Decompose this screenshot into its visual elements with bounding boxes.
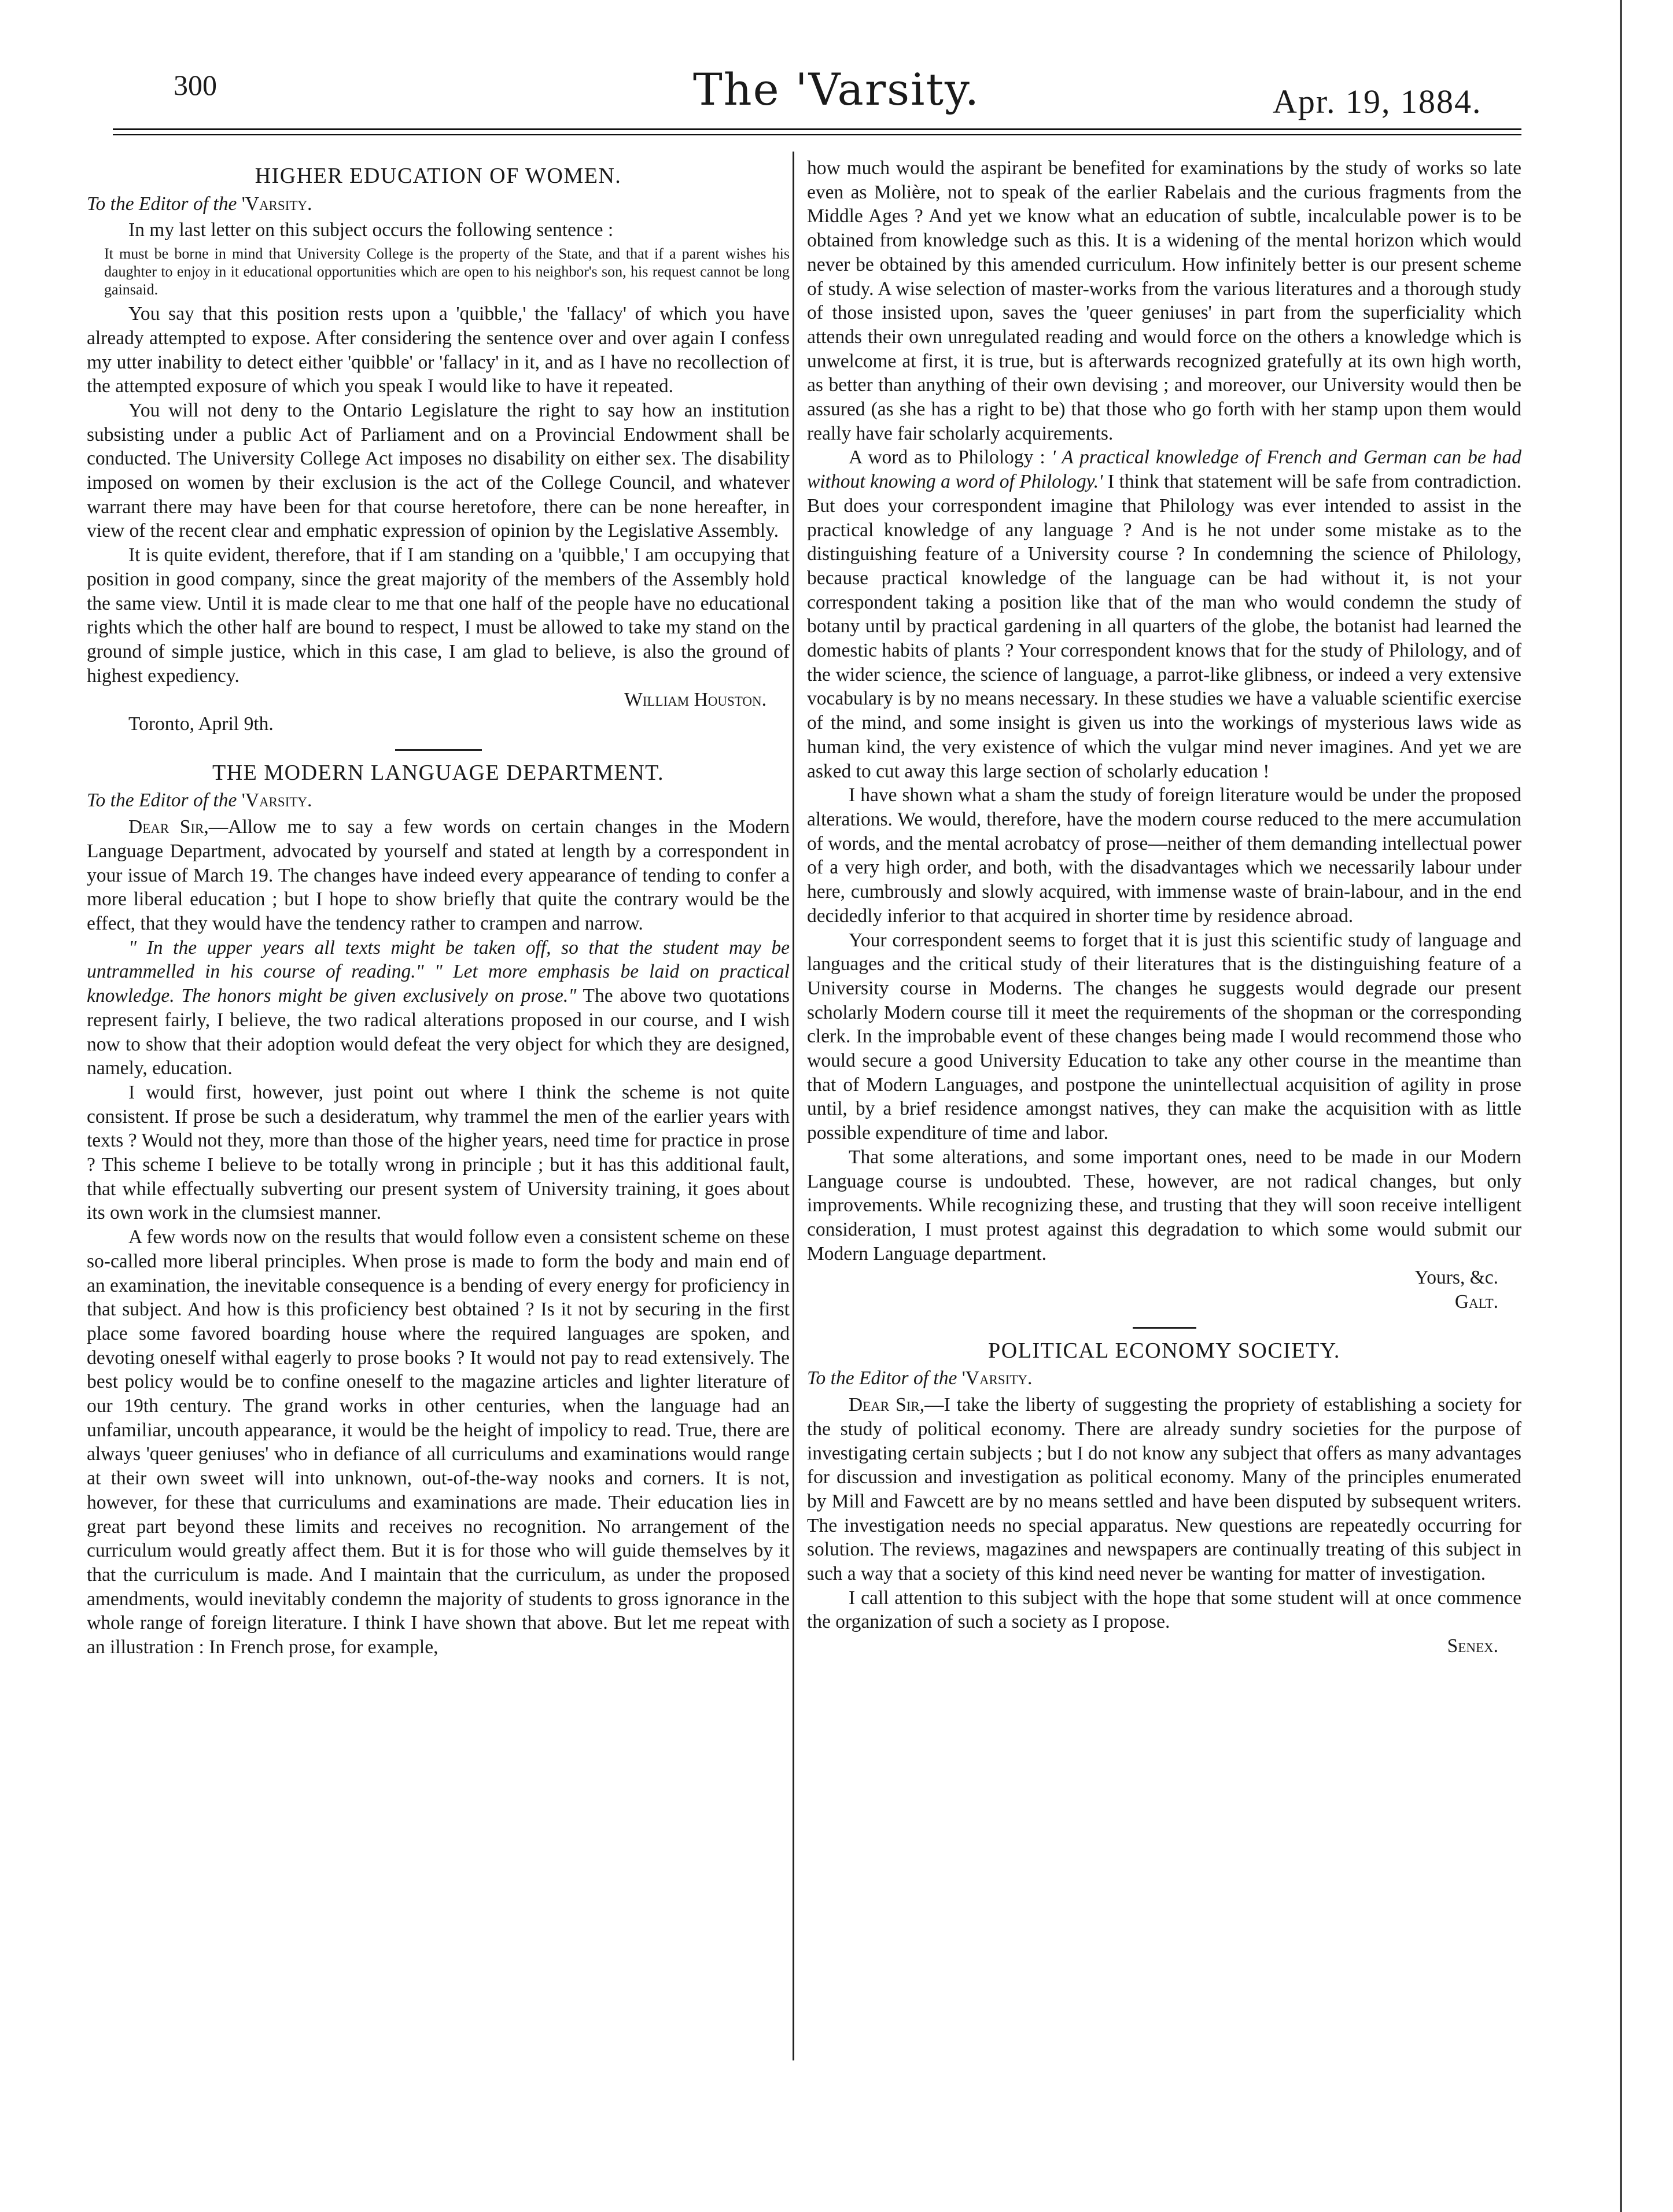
salutation: To the Editor of the 'Varsity. bbox=[87, 193, 312, 215]
paragraph: You say that this position rests upon a 'quibble,' the 'fallacy' of which you have already attempted to expose. After considering the sentence over and over again I confess my utter inability to detect either 'quibble' or 'fallacy' in it, and as I have no recollection of the attempted exposure of which you speak I would like to have it repeated. bbox=[87, 303, 790, 397]
separator bbox=[395, 749, 482, 751]
paragraph: Your correspondent seems to forget that it is just this scientific study of language and languages and the critical study of their literatures that is the distinguishing feature of a University course in Moderns. The changes he suggests would degrade our present scholarly Modern course till it meet the requirements of the shopman or the corresponding clerk. In the improbable event of these changes being made I would recommend those who would secure a good University Education to take any other course in the meantime than that of Modern Languages, and postpone the unintellectual acquisition of agility in prose until, by a brief residence amongst natives, they can make the acquisition with as little possible expenditure of time and labor. bbox=[807, 929, 1521, 1144]
paragraph: Dear Sir,—Allow me to say a few words on certain changes in the Modern Language Department, advocated by yourself and stated at length by a correspondent in your issue of March 19. The changes have indeed every appearance of tending to confer a more liberal education ; but I hope to show briefly that quite the contrary would be the effect, that they would have the tendency rather to crampen and narrow. bbox=[87, 816, 790, 934]
column-divider bbox=[793, 152, 794, 2060]
paragraph: Dear Sir,—I take the liberty of suggesting the propriety of establishing a society for the study of political economy. There are already sundry societies for the purpose of investigating certain subjects ; but I do not know any subject that offers as many advantages for discussion and investigation as political economy. Many of the principles enumerated by Mill and Fawcett are by no means settled and have been disputed by subsequent writers. The investigation needs no special apparatus. New questions are repeatedly occurring for solution. The reviews, magazines and newspapers are continually treating of this subject in such a way that a society of this kind need never be wanting for matter of investigation. bbox=[807, 1394, 1522, 1585]
paragraph: I call attention to this subject with the hope that some student will at once commence the organization of such a society as I propose. bbox=[807, 1587, 1521, 1633]
paragraph: That some alterations, and some important ones, need to be made in our Modern Language course is undoubted. These, however, are not radical changes, but only improvements. While recognizing these, and trusting that they will soon receive intelligent consideration, I must protest against this degradation to which some would submit our Modern Language department. bbox=[807, 1146, 1521, 1264]
paragraph: I have shown what a sham the study of foreign literature would be under the proposed alterations. We would, therefore, have the modern course reduced to the mere accumulation of words, and the mental acrobatcy of prose—neither of them demanding intellectual power of a very high order, and both, with the disadvantages which we necessarily labour under here, cumbrously and slowly acquired, with immense waste of brain-labour, and in the end decidedly inferior to that acquired in shorter time by residence abroad. bbox=[807, 784, 1521, 927]
paragraph: A word as to Philology : ' A practical knowledge of French and German can be had without knowing a word of Philology.' I think that statement will be safe from contradiction. But does your correspondent imagine that Philology was ever intended to assist in the practical knowledge of any language ? And is he not under some mistake as to the distinguishing feature of a University course ? In condemning the science of Philology, because practical knowledge of the language can be had without it, is not your correspondent taking a position like that of the man who would condemn the study of botany until by practical gardening in all quarters of the globe, the botanist had learned the domestic habits of plants ? Your correspondent knows that for the study of Philology, and of the wider science, the science of language, a parrot-like glibness, or indeed a very extensive vocabulary is by no means necessary. In these studies we have a valuable scientific exercise of the mind, and some insight is given us into the workings of mysterious laws wide as human kind, the very existence of which the vulgar mind never imagines. And yet we are asked to cut away this large section of scholarly education ! bbox=[807, 447, 1521, 782]
article-title-higher-education: HIGHER EDUCATION OF WOMEN. bbox=[255, 164, 622, 188]
paragraph: It is quite evident, therefore, that if I am standing on a 'quibble,' I am occupying that position in good company, since the great majority of the members of the Assembly hold the same view. Until it is made clear to me that one half of the people have no educational rights which the other half are bound to respect, I must be allowed to take my stand on the ground of simple justice, which in this case, I am glad to believe, is also the ground of highest expediency. bbox=[87, 544, 790, 687]
paragraph: " In the upper years all texts might be taken off, so that the student may be untrammelled in his course of reading." " Let more emphasis be laid on practical knowledge. The honors might be given exclusively on prose." The above two quotations represent fairly, I believe, the two radical alterations proposed in our course, and I wish now to show that their adoption would defeat the very object for which they are designed, namely, education. bbox=[87, 937, 790, 1079]
signature-galt: Galt. bbox=[1454, 1291, 1498, 1313]
block-quote: It must be borne in mind that University College is the property of the State, and that if a parent wishes his daughter to enjoy in it educational opportunities which are open to his neighbor's son, his request cannot be long gainsaid. bbox=[104, 245, 790, 298]
salutation: To the Editor of the 'Varsity. bbox=[807, 1367, 1033, 1389]
paragraph: In my last letter on this subject occurs the following sentence : bbox=[128, 219, 614, 241]
paragraph: how much would the aspirant be benefited for examinations by the study of works so late even as Molière, not to speak of the earlier Rabelais and the curious fragments from the Middle Ages ? And yet we know what an education of subtle, incalculable power is to be obtained from knowledge such as this. It is a widening of the mental horizon which would never be obtained by this amended curriculum. How infinitely better is our present scheme of study. A wise selection of master-works from the various literatures and a thorough study of those insisted upon, saves the 'queer geniuses' in part from the superficiality which attends their own unregulated reading and would force on the others a knowledge which is unwelcome at first, it is true, but is afterwards recognized gratefully at its own high worth, as better than anything of their own devising ; and moreover, our University would then be assured (as she has a right to be) that those who go forth with her stamp upon them would really have fair scholarly acquirements. bbox=[807, 157, 1521, 444]
article-title-modern-language: THE MODERN LANGUAGE DEPARTMENT. bbox=[212, 760, 664, 785]
binding-edge bbox=[1620, 0, 1622, 2212]
article-title-political-economy: POLITICAL ECONOMY SOCIETY. bbox=[988, 1338, 1340, 1363]
masthead: The 'Varsity. bbox=[692, 64, 981, 115]
header-rule-top bbox=[113, 128, 1521, 130]
signature-houston: William Houston. bbox=[624, 689, 767, 711]
header-rule-bottom bbox=[113, 134, 1521, 135]
paragraph: A few words now on the results that would follow even a consistent scheme on these so-called more liberal principles. When prose is made to form the body and main end of an examination, the inevitable consequence is a bending of every energy for proficiency in that subject. And how is this proficiency best obtained ? Is it not by securing in the first place some favored boarding house where the required languages are spoken, and devoting oneself withal eagerly to prose books ? It would not pay to read extensively. The best policy would be to confine oneself to the magazine articles and lighter literature of our 19th century. The grand works in other centuries, when the language had an unfamiliar, uncouth appearance, it would be the height of impolicy to read. True, there are always 'queer geniuses' who in defiance of all curriculums and examinations would range at their own sweet will into unknown, out-of-the-way nooks and corners. It is not, however, for these that curriculums and examinations are made. Their education lies in great part beyond these limits and receives no recognition. No arrangement of the curriculum would greatly affect them. But it is for those who will guide themselves by it that the curriculum is made. And I maintain that the curriculum, as under the proposed amendments, would inevitably condemn the majority of students to gross ignorance in the whole range of foreign literature. I think I have shown that above. But let me repeat with an illustration : In French prose, for example, bbox=[87, 1226, 790, 1658]
place-date: Toronto, April 9th. bbox=[128, 713, 274, 735]
salutation: To the Editor of the 'Varsity. bbox=[87, 790, 312, 812]
right-column bbox=[807, 156, 1521, 1658]
closing: Yours, &c. bbox=[1414, 1267, 1498, 1289]
paragraph: You will not deny to the Ontario Legislature the right to say how an institution subsisting under a public Act of Parliament and on a Provincial Endowment shall be conducted. The University College Act imposes no disability on either sex. The disability imposed on women by their exclusion is the act of the College Council, and whatever warrant there may have been for that course heretofore, there can be none hereafter, in view of the recent clear and emphatic expression of opinion by the Legislative Assembly. bbox=[87, 399, 790, 542]
left-column bbox=[87, 156, 790, 1660]
signature-senex: Senex. bbox=[1447, 1635, 1498, 1657]
issue-date: Apr. 19, 1884. bbox=[1273, 83, 1482, 120]
separator bbox=[1133, 1327, 1196, 1329]
page-number: 300 bbox=[174, 69, 217, 101]
paragraph: I would first, however, just point out where I think the scheme is not quite consistent. If prose be such a desideratum, why trammel the men of the earlier years with texts ? Would not they, more than those of the higher years, need time for practice in prose ? This scheme I believe to be totally wrong in principle ; but it has this additional fault, that while effectually subverting our present system of University training, it goes about its own work in the clumsiest manner. bbox=[87, 1081, 790, 1224]
